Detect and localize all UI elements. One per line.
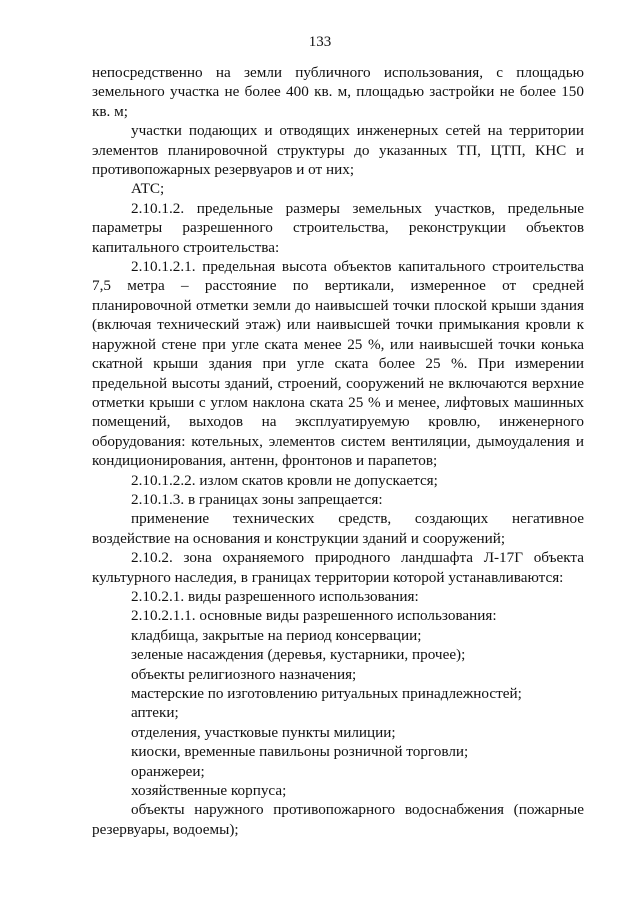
paragraph: 2.10.1.2.2. излом скатов кровли не допускается; [131, 471, 438, 489]
list-item: объекты религиозного назначения; [131, 665, 357, 683]
paragraph: 2.10.2. зона охраняемого природного ландшафта Л-17Г объекта культурного наследия, в границах территории которой устанавливаются: [92, 549, 584, 586]
paragraph: 2.10.2.1. виды разрешенного использования: [131, 587, 419, 605]
paragraph: АТС; [131, 180, 165, 198]
list-item: мастерские по изготовлению ритуальных принадлежностей; [131, 685, 522, 702]
paragraph: применение технических средств, создающих негативное воздействие на основания и конструкции зданий и сооружений; [92, 510, 584, 547]
paragraph: 2.10.1.2. предельные размеры земельных участков, предельные параметры разрешенного строительства, реконструкции объектов капитального строительства: [92, 199, 584, 256]
paragraph: участки подающих и отводящих инженерных сетей на территории элементов планировочной структуры до указанных ТП, ЦТП, КНС и противопожарных резервуаров и от них; [92, 122, 584, 179]
page-number: 133 [308, 34, 332, 50]
paragraph: 2.10.2.1.1. основные виды разрешенного использования: [131, 607, 497, 625]
paragraph: непосредственно на земли публичного использования, с площадью земельного участка не более 400 кв. м, площадью застройки не более 150 кв. м; [92, 64, 584, 120]
document-body [92, 63, 584, 839]
list-item: киоски, временные павильоны розничной торговли; [131, 743, 469, 761]
list-item: оранжереи; [131, 762, 205, 780]
paragraph: 2.10.1.3. в границах зоны запрещается: [131, 490, 383, 508]
list-item: хозяйственные корпуса; [131, 782, 287, 800]
list-item: зеленые насаждения (деревья, кустарники, прочее); [131, 646, 466, 664]
list-item: аптеки; [131, 704, 179, 722]
list-item: отделения, участковые пункты милиции; [131, 723, 396, 741]
paragraph: 2.10.1.2.1. предельная высота объектов капитального строительства 7,5 метра – расстояние по вертикали, измеренное от средней планировочной отметки земли до наивысшей точки плоской крыши здания (включая технический этаж) или наивысшей точки примыкания кровли к наружной стене при угле ската менее 25 %, или наивысшей точки конька скатной крыши здания при угле ската более 25 %. При измерении предельной высоты зданий, строений, сооружений не включаются верхние отметки крыши с углом наклона ската 25 % и менее, лифтовых машинных помещений, выходов на эксплуатируемую кровлю, инженерного оборудования: котельных, элементов систем вентиляции, дымоудаления и кондиционирования, антенн, фронтонов и парапетов; [92, 258, 584, 470]
list-item: объекты наружного противопожарного водоснабжения (пожарные резервуары, водоемы); [92, 801, 584, 838]
list-item: кладбища, закрытые на период консервации; [131, 626, 422, 644]
